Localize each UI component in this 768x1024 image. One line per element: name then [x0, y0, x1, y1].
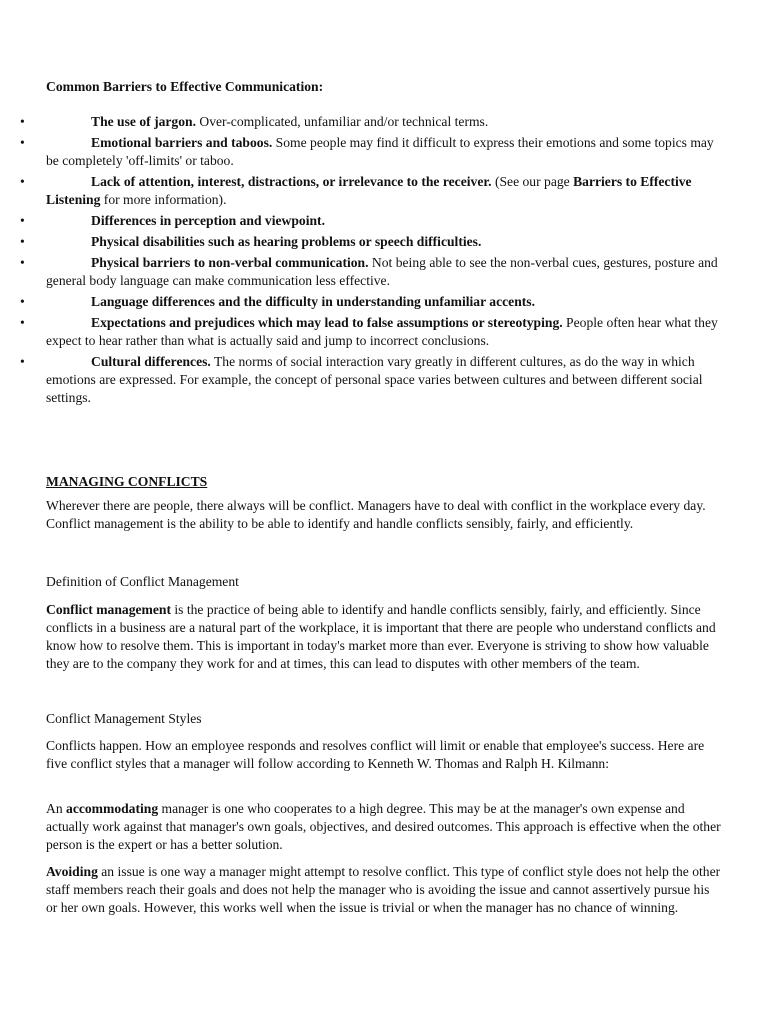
- accommodating-term: accommodating: [66, 801, 159, 816]
- bullet-icon: •: [20, 234, 25, 249]
- item-text: Not being able to see the non-verbal cues, gestures, posture and general body language can make communication less effective.: [46, 255, 718, 288]
- list-item: [0, 233, 722, 251]
- list-item: [0, 173, 722, 209]
- bullet-icon: •: [20, 213, 25, 228]
- item-text: (See our page: [491, 174, 574, 189]
- bullet-icon: •: [20, 135, 25, 150]
- item-lead: Expectations and prejudices which may lead to false assumptions or stereotyping.: [91, 315, 563, 330]
- list-item: [0, 314, 722, 350]
- managing-title: MANAGING CONFLICTS: [46, 474, 208, 489]
- bullet-icon: •: [20, 255, 25, 270]
- barriers-list: [0, 113, 722, 410]
- definition-paragraph: Conflict management is the practice of being able to identify and handle conflicts sensibly, fairly, and efficiently. Since conflicts in a business are a natural part of the workplace, it is important that there are people who understand conflicts and know how to resolve them. This is important in today's market more than ever. Everyone is striving to show how valuable they are to the company they work for and at times, this can lead to disputes with other members of the team.: [46, 602, 716, 671]
- bullet-icon: •: [20, 315, 25, 330]
- managing-intro: Wherever there are people, there always will be conflict. Managers have to deal with conflict in the workplace every day. Conflict management is the ability to be able to identify and handle conflicts sensibly, fairly, and efficiently.: [46, 498, 706, 531]
- item-lead: Emotional barriers and taboos.: [91, 135, 273, 150]
- item-text: Over-complicated, unfamiliar and/or technical terms.: [195, 114, 489, 129]
- avoiding-term: Avoiding: [46, 864, 98, 879]
- accommodating-paragraph: An accommodating manager is one who cooperates to a high degree. This may be at the manager's own expense and actually work against that manager's own goals, objectives, and desired outcomes. This approach is effective when the other person is the expert or has a better solution.: [46, 801, 721, 852]
- item-lead: The use of jargon.: [91, 114, 196, 129]
- styles-heading: Conflict Management Styles: [46, 711, 202, 726]
- item-lead: Physical barriers to non-verbal communication.: [91, 255, 369, 270]
- list-item: [0, 113, 722, 131]
- item-text: People often hear what they expect to hear rather than what is actually said and jump to incorrect conclusions.: [46, 315, 718, 348]
- list-item: [0, 254, 722, 290]
- item-lead: Cultural differences.: [91, 354, 211, 369]
- item-text: The norms of social interaction vary greatly in different cultures, as do the way in which emotions are expressed. For example, the concept of personal space varies between cultures and between different social settings.: [46, 354, 703, 405]
- barriers-listening-link[interactable]: Barriers to Effective Listening: [46, 174, 692, 207]
- list-item: [0, 212, 722, 230]
- list-item: [0, 353, 722, 407]
- item-lead: Lack of attention, interest, distractions, or irrelevance to the receiver.: [91, 174, 492, 189]
- avoiding-paragraph: Avoiding an issue is one way a manager might attempt to resolve conflict. This type of conflict style does not help the other staff members reach their goals and does not help the manager who is avoiding the issue and cannot assertively pursue his or her own goals. However, this works well when the issue is trivial or when the manager has no chance of winning.: [46, 864, 721, 915]
- bullet-icon: •: [20, 354, 25, 369]
- item-text: for more information).: [100, 192, 227, 207]
- list-item: [0, 293, 722, 311]
- bullet-icon: •: [20, 174, 25, 189]
- item-lead: Language differences and the difficulty in understanding unfamiliar accents.: [91, 294, 535, 309]
- definition-term: Conflict management: [46, 602, 171, 617]
- definition-heading: Definition of Conflict Management: [46, 574, 239, 589]
- item-lead: Physical disabilities such as hearing problems or speech difficulties.: [91, 234, 482, 249]
- item-text: Some people may find it difficult to express their emotions and some topics may be completely 'off-limits' or taboo.: [46, 135, 714, 168]
- item-lead: Differences in perception and viewpoint.: [91, 213, 325, 228]
- bullet-icon: •: [20, 114, 25, 129]
- barriers-heading: Common Barriers to Effective Communication:: [46, 79, 324, 94]
- styles-intro: Conflicts happen. How an employee responds and resolves conflict will limit or enable that employee's success. Here are five conflict styles that a manager will follow according to Kenneth W. Thomas and Ralph H. Kilmann:: [46, 738, 705, 771]
- list-item: [0, 134, 722, 170]
- bullet-icon: •: [20, 294, 25, 309]
